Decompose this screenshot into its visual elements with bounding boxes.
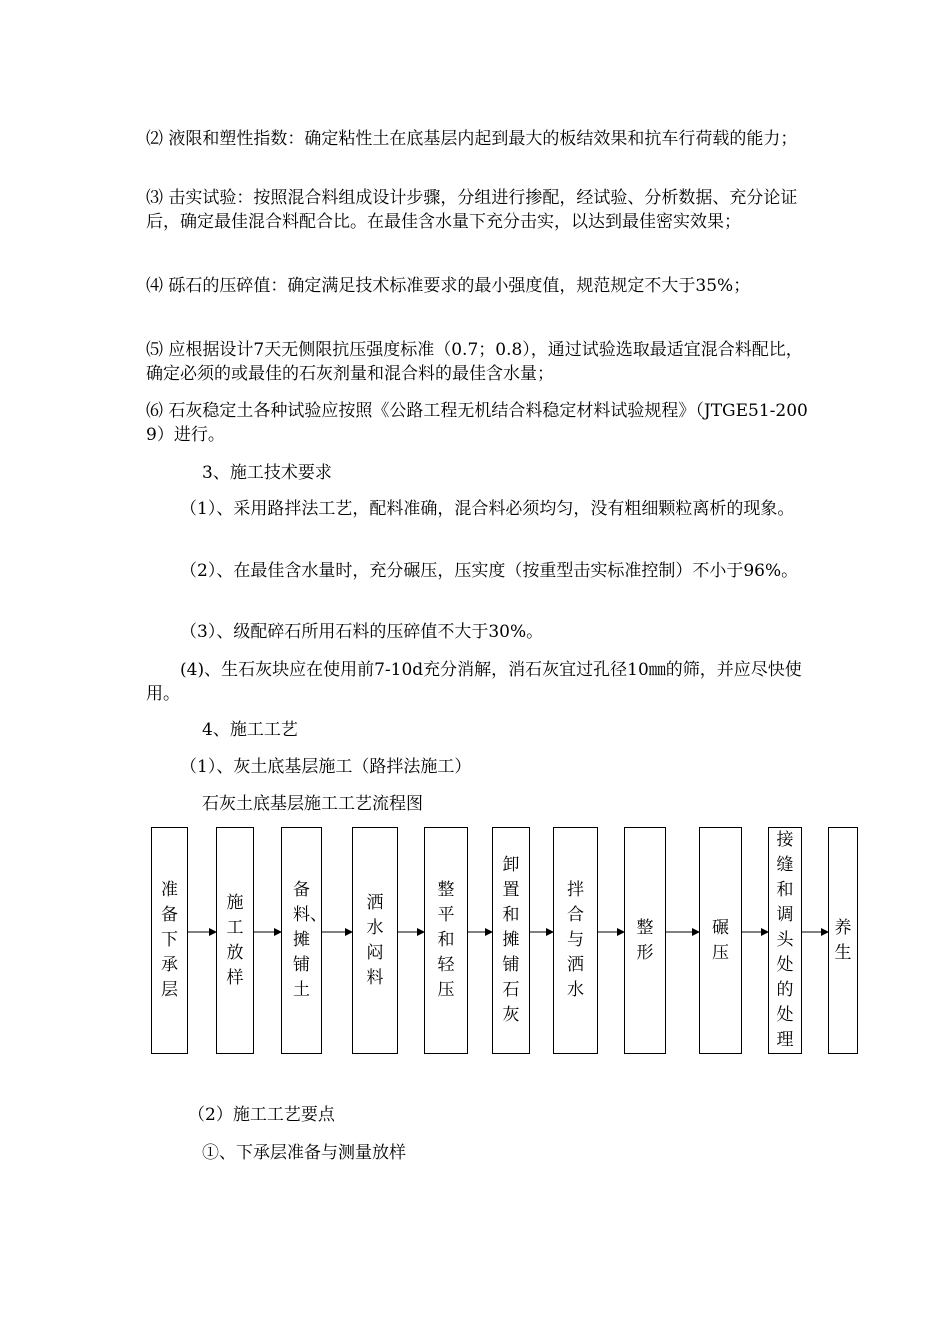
test-item-5: ⑸ 应根据设计7天无侧限抗压强度标准（0.7；0.8），通过试验选取最适宜混合料配比，确定必须的或最佳的石灰剂量和混合料的最佳含水量；	[146, 340, 803, 384]
requirement-2: （2）、在最佳含水量时，充分碾压，压实度（按重型击实标准控制）不小于96%。	[180, 561, 799, 581]
flow-step-shaping: 整形	[624, 827, 666, 1054]
flow-step-setting-out: 施工放样	[216, 827, 254, 1054]
test-item-4: ⑷ 砾石的压碎值：确定满足技术标准要求的最小强度值，规范规定不大于35%；	[146, 276, 751, 296]
section-4-heading: 4、施工工艺	[202, 720, 298, 740]
requirement-4: (4)、生石灰块应在使用前7-10d充分消解，消石灰宜过孔径10㎜的筛，并应尽快使用。	[146, 660, 802, 704]
subsection-1-heading: （1）、灰土底基层施工（路拌法施工）	[180, 757, 472, 777]
flow-step-water-soak: 洒水闷料	[352, 827, 398, 1054]
flow-step-joint-treatment: 接缝和调头处的处理	[768, 827, 802, 1054]
requirement-3: （3）、级配碎石所用石料的压碎值不大于30%。	[180, 622, 544, 642]
flow-step-spread-lime: 卸置和摊铺石灰	[492, 827, 530, 1054]
flowchart-title: 石灰土底基层施工工艺流程图	[202, 794, 423, 814]
section-3-heading: 3、施工技术要求	[202, 463, 332, 483]
test-item-2: ⑵ 液限和塑性指数：确定粘性土在底基层内起到最大的板结效果和抗车行荷载的能力；	[146, 129, 798, 149]
flow-step-curing: 养生	[828, 827, 858, 1054]
subsection-2-heading: （2）施工工艺要点	[188, 1105, 335, 1125]
test-item-6: ⑹ 石灰稳定土各种试验应按照《公路工程无机结合料稳定材料试验规程》（JTGE51-2009）进行。	[146, 401, 808, 445]
requirement-1: （1）、采用路拌法工艺，配料准确，混合料必须均匀，没有粗细颗粒离析的现象。	[180, 499, 795, 519]
key-point-1: ①、下承层准备与测量放样	[202, 1143, 406, 1163]
flow-step-rolling: 碾压	[699, 827, 742, 1054]
flow-step-spread-soil: 备料、摊铺土	[281, 827, 322, 1054]
flow-step-prepare-base: 准备下承层	[151, 827, 188, 1054]
flow-step-mix-water: 拌合与洒水	[553, 827, 598, 1054]
test-item-3: ⑶ 击实试验：按照混合料组成设计步骤，分组进行掺配，经试验、分析数据、充分论证后，确定最佳混合料配合比。在最佳含水量下充分击实，以达到最佳密实效果；	[146, 188, 798, 232]
flow-step-level-compact: 整平和轻压	[424, 827, 468, 1054]
